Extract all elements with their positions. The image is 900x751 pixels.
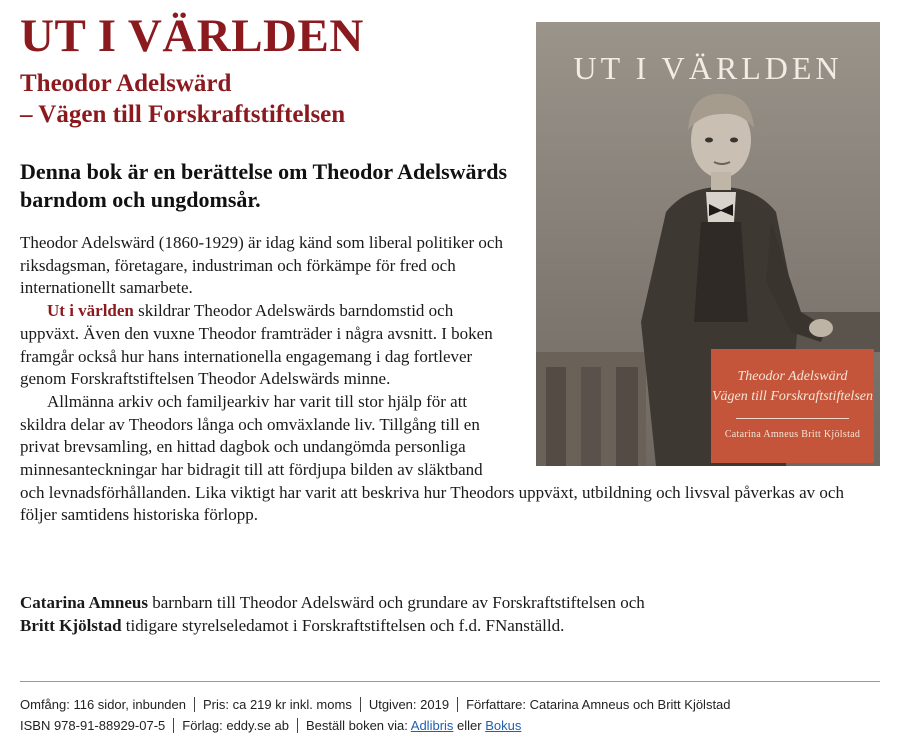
subtitle-line-1: Theodor Adelswärd: [20, 70, 232, 97]
author-1-desc: barnbarn till Theodor Adelswärd och grundare av Forskraftstiftelsen och: [147, 593, 645, 612]
footer-pages: Omfång: 116 sidor, inbunden: [20, 697, 186, 712]
author-2-desc: tidigare styrelseledamot i Forskraftstiftelsen och f.d. FNanställd.: [121, 616, 565, 635]
body-paragraph-2-text: skildrar Theodor Adelswärds barndomstid och uppväxt. Även den vuxne Theodor framträder i några avsnitt. I boken framgår också hur hans internationella engagemang i dag fortlever genom Forskraftstiftelsen Theodor Adelswärds minne.: [20, 301, 493, 389]
author-2: [20, 614, 880, 637]
footer-or: eller: [453, 718, 486, 733]
page-title: UT I VÄRLDEN: [20, 10, 364, 62]
footer-publisher: Förlag: eddy.se ab: [182, 718, 289, 733]
footer-separator: [194, 697, 195, 712]
footer-price: Pris: ca 219 kr inkl. moms: [203, 697, 352, 712]
authors-section: [20, 591, 880, 637]
bokus-link[interactable]: Bokus: [485, 718, 522, 733]
cover-label-authors: Catarina Amneus Britt Kjölstad: [724, 429, 861, 440]
footer-separator: [360, 697, 361, 712]
cover-label-line-2: Vägen till Forskraftstiftelsen: [712, 389, 873, 404]
body-paragraph-3: Allmänna arkiv och familjearkiv har varit till stor hjälp för att skildra delar av Theodors långa och omväxlande liv. Tillgång till en privat brevsamling, en hittad dagbok och undangömda personliga minnesanteckningar har bidragit till att fördjupa bilden av släktband och levnadsförhållanden. Lika viktigt har varit att beskriva hur Theodors uppväxt, utbildning och livsval påverkas av och följer samtidens historiska förlopp.: [20, 391, 844, 525]
footer-authors: Författare: Catarina Amneus och Britt Kjölstad: [466, 697, 731, 712]
footer-separator: [297, 718, 298, 733]
cover-label: [711, 349, 874, 463]
cover-label-rule: [736, 418, 849, 419]
footer-separator: [457, 697, 458, 712]
footer-published: Utgiven: 2019: [368, 697, 450, 712]
adlibris-link[interactable]: Adlibris: [410, 718, 454, 733]
footer-info: [20, 694, 890, 736]
book-cover-image: [536, 22, 880, 466]
body-paragraph-1: Theodor Adelswärd (1860-1929) är idag känd som liberal politiker och riksdagsman, företagare, industriman och förkämpe för fred och internationellt samarbete.: [20, 233, 503, 298]
author-1-name: Catarina Amneus: [20, 593, 148, 612]
author-1: [20, 591, 880, 614]
lead-paragraph: Denna bok är en berättelse om Theodor Adelswärds barndom och ungdomsår.: [20, 159, 508, 212]
footer-row-2: [20, 715, 890, 736]
author-2-name: Britt Kjölstad: [20, 616, 122, 635]
footer-row-1: [20, 694, 890, 715]
page-subtitle: [20, 68, 345, 130]
book-title-highlight: Ut i världen: [47, 301, 134, 321]
cover-title: UT I VÄRLDEN: [573, 50, 843, 86]
subtitle-line-2: – Vägen till Forskraftstiftelsen: [20, 101, 346, 128]
footer-divider: [20, 681, 880, 682]
cover-label-line-1: Theodor Adelswärd: [737, 369, 848, 384]
footer-separator: [173, 718, 174, 733]
footer-isbn: ISBN 978-91-88929-07-5: [20, 718, 166, 733]
footer-order-prefix: Beställ boken via:: [305, 718, 411, 733]
